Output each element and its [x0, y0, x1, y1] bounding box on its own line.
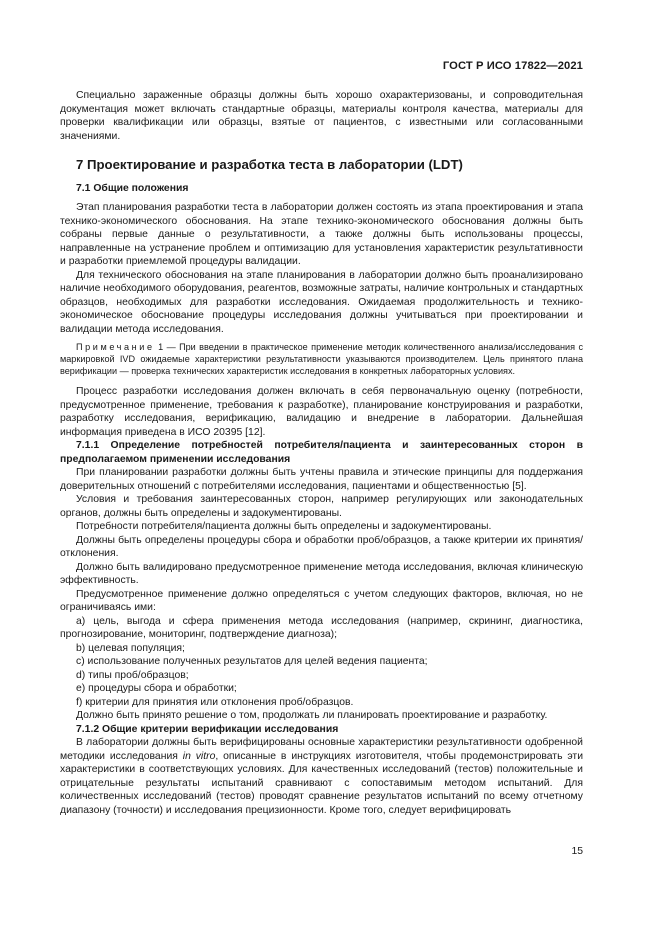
list-item: b) целевая популяция;: [76, 642, 185, 654]
section-7-1-title: 7.1 Общие положения: [76, 183, 189, 194]
paragraph-7-1-1-2: Условия и требования заинтересованных сторон, например регулирующих или законодательных органов, должны быть определены и задокументированы.: [60, 494, 583, 519]
paragraph-7-1-1: Этап планирования разработки теста в лаборатории должен состоять из этапа проектирования и этапа технико-экономического обоснования. На этапе технико-экономического обоснования должны быть собраны первые данные о результативности, а также должны быть использованы процессы, направленные на устранение проблем и оптимизацию для установления характеристик результативности и разработки приемлемой процедуры валидации.: [60, 202, 583, 267]
document-body: [60, 89, 583, 817]
paragraph-7-1-1-4: Должны быть определены процедуры сбора и обработки проб/образцов, а также критерии их принятия/отклонения.: [60, 534, 583, 560]
paragraph-7-1-2-1: [60, 736, 583, 817]
paragraph-7-1-1-3: Потребности потребителя/пациента должны быть определены и задокументированы.: [76, 521, 492, 533]
paragraph-text-start: В лаборатории должны быть верифицированы основные характеристики результативности одобренной методики исследования: [60, 737, 583, 762]
standard-id-header: ГОСТ Р ИСО 17822—2021: [442, 60, 583, 72]
list-item: c) использование полученных результатов для целей ведения пациента;: [76, 656, 428, 668]
paragraph-7-1-3: Процесс разработки исследования должен включать в себя первоначальную оценку (потребности, предусмотренное применение, требования к разработке), планирование конструирования и разработки, разработку исследования, верификацию, валидацию и внедрение в лаборатории. Дальнейшая информация приведена в ИСО 20395 [12].: [60, 386, 583, 438]
paragraph-7-1-1-7: Должно быть принято решение о том, продолжать ли планировать проектирование и разработку.: [76, 710, 548, 722]
paragraph-7-1-1-5: Должно быть валидировано предусмотренное применение метода исследования, включая клиническую эффективность.: [60, 561, 583, 587]
paragraph-text-end: , описанные в инструкциях изготовителя, чтобы продемонстрировать эти характеристики в соответствующих условиях. Для качественных исследований (тестов) положительные и отрицательные результаты испытаний сравнивают с сопоставимым методом испытаний. Для количественных исследований (тестов) проводят сравнение результатов испытаний по всему отчетному диапазону (точности) и исследования прецизионности. Кроме того, следует верифицировать: [60, 750, 583, 816]
paragraph-intro: Специально зараженные образцы должны быть хорошо охарактеризованы, и сопроводительная документация может включать стандартные образцы, материалы контроля качества, материалы для проверки квалификации или образцы, взятые от пациентов, с известными или согласованными значениями.: [60, 90, 583, 142]
paragraph-7-1-1-6: Предусмотренное применение должно определяться с учетом следующих факторов, включая, но не ограничиваясь ими:: [60, 588, 583, 614]
section-7-1-1-title: 7.1.1 Определение потребностей потребителя/пациента и заинтересованных сторон в предполагаемом применении исследования: [60, 440, 583, 465]
section-7-title: 7 Проектирование и разработка теста в лаборатории (LDT): [76, 157, 463, 172]
note-1: [60, 342, 583, 377]
page-number: 15: [571, 846, 583, 857]
note-text: 1 — При введении в практическое применение методик количественного анализа/исследования с маркировкой IVD ожидаемые характеристики результативности указываются производителем. Цель принятого плана верификации — проверка технических характеристик исследования в конкретных лабораторных условиях.: [60, 342, 584, 376]
list-item: d) типы проб/образцов;: [76, 669, 189, 681]
paragraph-7-1-1-1: При планировании разработки должны быть учтены правила и этические принципы для поддержания доверительных отношений с потребителями исследования, пациентами и общественностью [5].: [60, 467, 583, 492]
list-item: e) процедуры сбора и обработки;: [76, 683, 237, 695]
note-label: Примечание: [76, 342, 155, 352]
list-item: a) цель, выгода и сфера применения метода исследования (например, скрининг, диагностика, прогнозирование, мониторинг, подтверждение диагноза);: [60, 615, 583, 641]
in-vitro-term: in vitro: [182, 750, 216, 762]
paragraph-7-1-2: Для технического обоснования на этапе планирования в лаборатории должно быть проанализировано наличие необходимого оборудования, реагентов, возможные затраты, наличие контрольных и стандартных образцов, необходимых для разработки исследования. Ожидаемая продолжительность и технико-экономическое обоснование процедуры исследования должны учитываться при проектировании и валидации метода исследования.: [60, 269, 583, 335]
section-7-1-2-title: 7.1.2 Общие критерии верификации исследования: [76, 723, 339, 735]
list-item: f) критерии для принятия или отклонения проб/образцов.: [76, 696, 354, 708]
